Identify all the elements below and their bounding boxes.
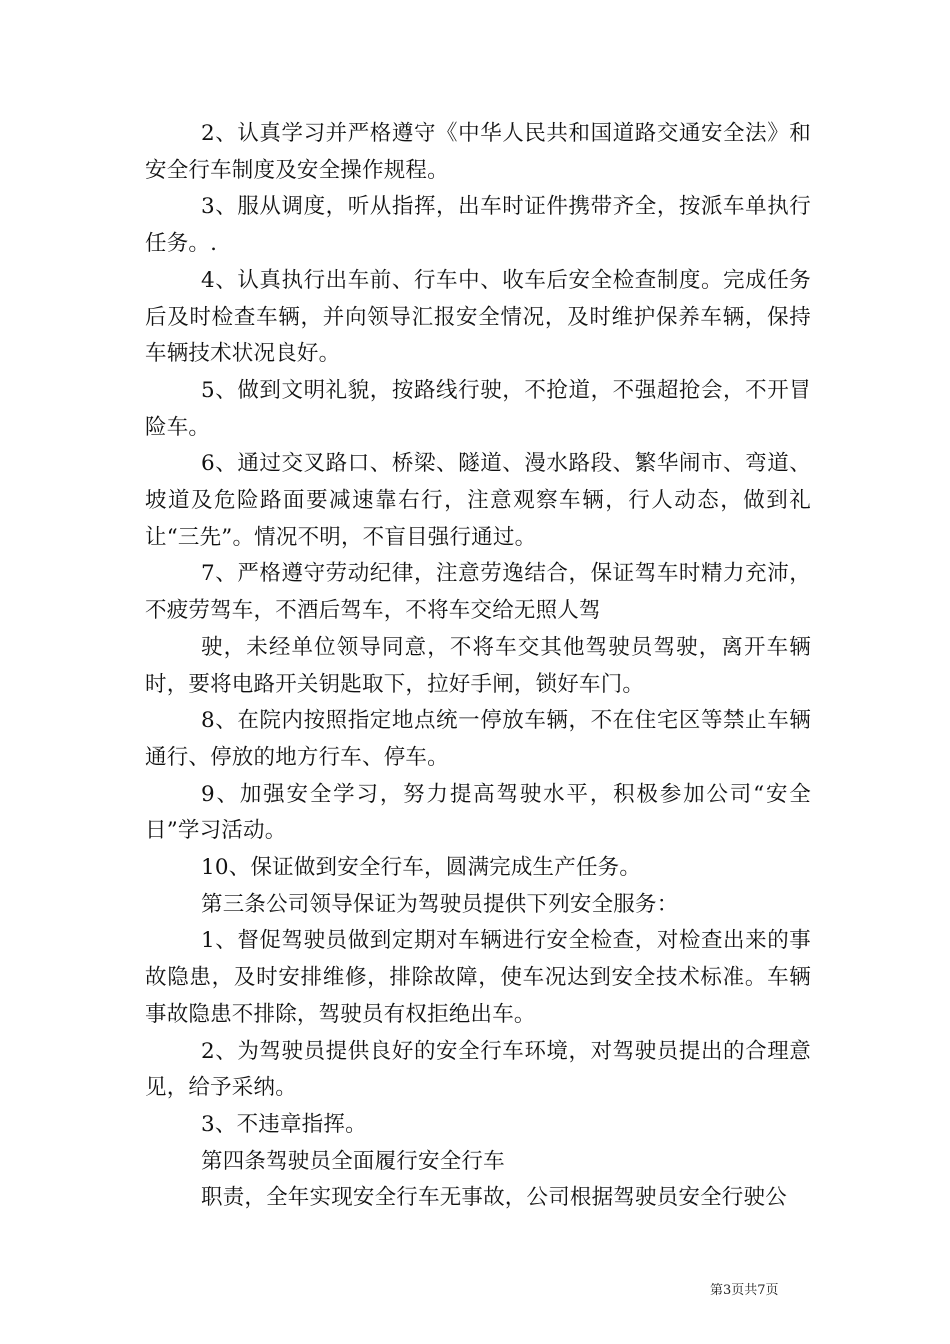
document-body [145, 116, 811, 1217]
paragraph: 2、为驾驶员提供良好的安全行车环境，对驾驶员提出的合理意见，给予采纳。 [145, 1038, 811, 1101]
section-heading: 第三条公司领导保证为驾驶员提供下列安全服务： [201, 891, 679, 917]
paragraph: 6、通过交叉路口、桥梁、隧道、漫水路段、繁华闹市、弯道、坡道及危险路面要减速靠右行，注意观察车辆，行人动态，做到礼让“三先”。情况不明，不盲目强行通过。 [145, 451, 811, 550]
paragraph: 5、做到文明礼貌，按路线行驶，不抢道，不强超抢会，不开冒险车。 [145, 377, 811, 440]
paragraph: 10、保证做到安全行车，圆满完成生产任务。 [201, 855, 642, 881]
page-number-footer: 第3页共7页 [710, 1283, 779, 1298]
paragraph: 2、认真学习并严格遵守《中华人民共和国道路交通安全法》和安全行车制度及安全操作规程。 [145, 121, 811, 183]
paragraph: 3、不违章指挥。 [201, 1111, 367, 1137]
paragraph: 1、督促驾驶员做到定期对车辆进行安全检查，对检查出来的事故隐患，及时安排维修，排除故障，使车况达到安全技术标准。车辆事故隐患不排除，驾驶员有权拒绝出车。 [145, 928, 811, 1027]
paragraph: 驶，未经单位领导同意，不将车交其他驾驶员驾驶，离开车辆时，要将电路开关钥匙取下，拉好手闸，锁好车门。 [145, 634, 811, 697]
paragraph: 4、认真执行出车前、行车中、收车后安全检查制度。完成任务后及时检查车辆，并向领导汇报安全情况，及时维护保养车辆，保持车辆技术状况良好。 [145, 267, 811, 367]
paragraph: 7、严格遵守劳动纪律，注意劳逸结合，保证驾车时精力充沛，不疲劳驾车，不酒后驾车，不将车交给无照人驾 [145, 561, 811, 624]
paragraph: 3、服从调度，听从指挥，出车时证件携带齐全，按派车单执行任务。. [145, 194, 811, 257]
paragraph: 8、在院内按照指定地点统一停放车辆，不在住宅区等禁止车辆通行、停放的地方行车、停车。 [145, 708, 811, 770]
paragraph: 职责，全年实现安全行车无事故，公司根据驾驶员安全行驶公 [201, 1185, 787, 1211]
paragraph: 9、加强安全学习，努力提高驾驶水平，积极参加公司“安全日”学习活动。 [145, 781, 811, 844]
section-heading: 第四条驾驶员全面履行安全行车 [201, 1148, 505, 1174]
